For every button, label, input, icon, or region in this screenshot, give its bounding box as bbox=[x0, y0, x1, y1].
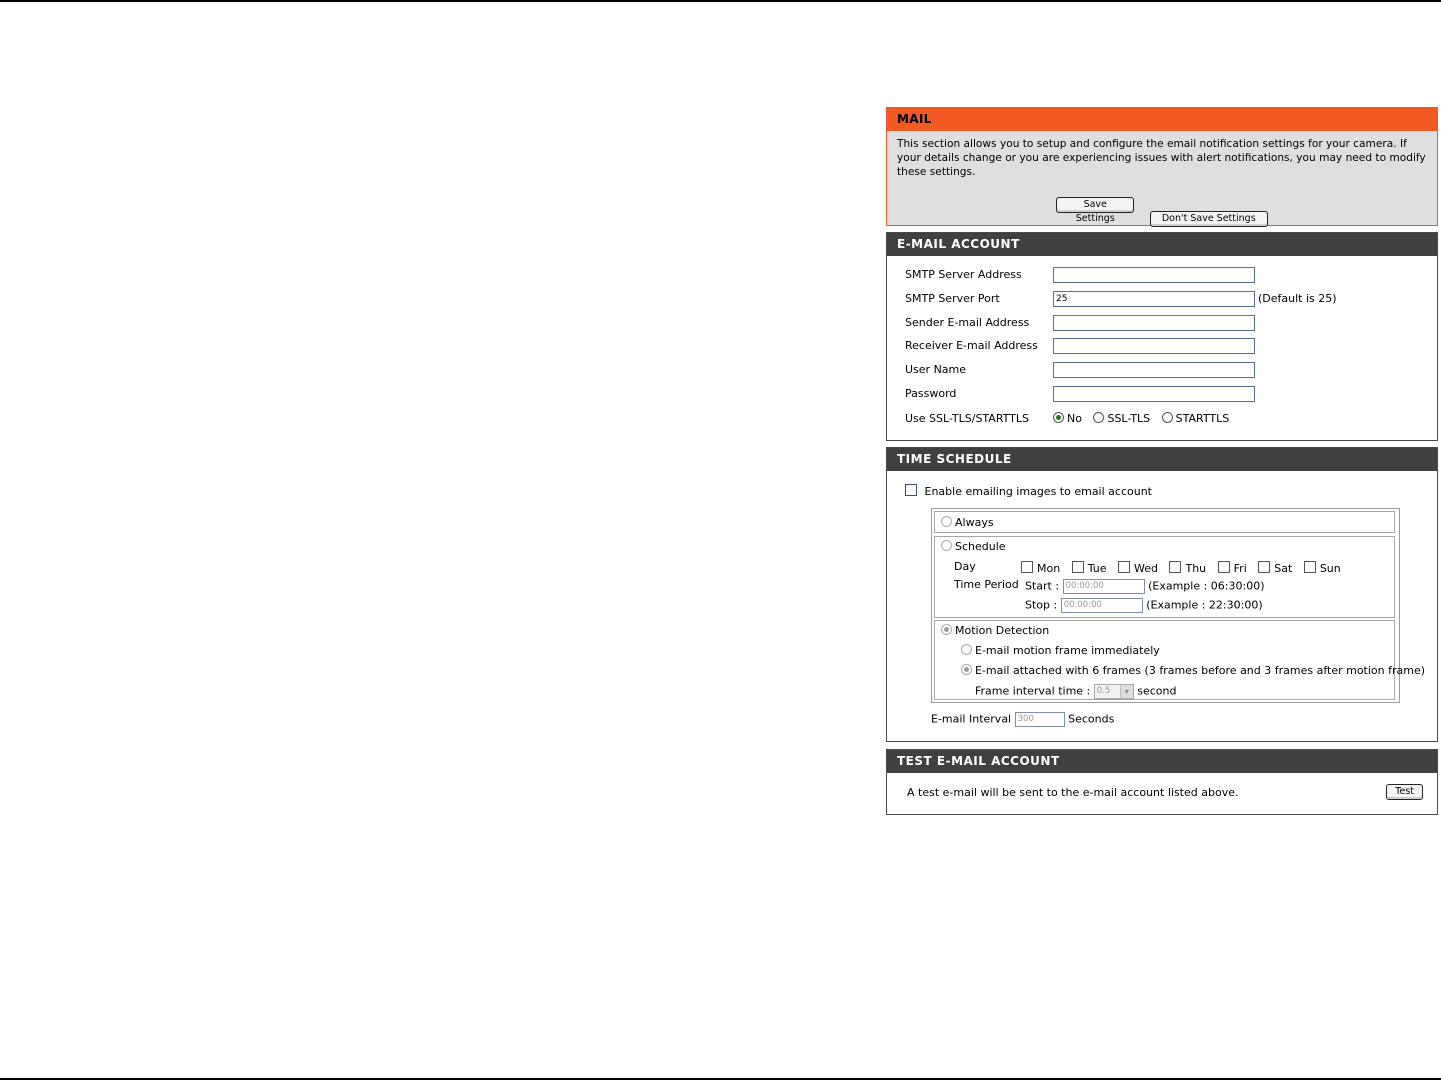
motion-detection-label: Motion Detection bbox=[955, 624, 1050, 637]
day-checkboxes bbox=[1021, 561, 1349, 575]
receiver-email-input[interactable] bbox=[1053, 338, 1255, 354]
test-email-message: A test e-mail will be sent to the e-mail account listed above. bbox=[907, 786, 1239, 799]
time-schedule-title: TIME SCHEDULE bbox=[887, 448, 1437, 471]
motion-immediate-radio[interactable] bbox=[961, 644, 972, 655]
day-sun[interactable]: Sun bbox=[1304, 561, 1341, 575]
start-time-input[interactable]: 00:00:00 bbox=[1063, 579, 1145, 594]
field-label: SMTP Server Address bbox=[905, 268, 1022, 281]
day-checkbox[interactable] bbox=[1304, 561, 1316, 573]
stop-row bbox=[1025, 598, 1263, 613]
save-settings-button[interactable]: Save Settings bbox=[1056, 197, 1134, 213]
test-button[interactable]: Test bbox=[1386, 784, 1423, 800]
smtp-server-address-input[interactable] bbox=[1053, 267, 1255, 283]
radio-selected-icon[interactable] bbox=[1053, 412, 1064, 423]
motion-detection-radio[interactable] bbox=[941, 624, 952, 635]
schedule-radio[interactable] bbox=[941, 540, 952, 551]
field-label: User Name bbox=[905, 363, 967, 376]
sender-email-input[interactable] bbox=[1053, 315, 1255, 331]
day-checkbox[interactable] bbox=[1072, 561, 1084, 573]
motion-six-frames-radio[interactable] bbox=[961, 664, 972, 675]
chevron-down-icon[interactable]: ▾ bbox=[1120, 685, 1133, 698]
smtp-port-hint: (Default is 25) bbox=[1258, 292, 1337, 305]
test-email-panel bbox=[886, 749, 1438, 815]
always-radio[interactable] bbox=[941, 516, 952, 527]
start-row bbox=[1025, 579, 1265, 594]
time-period-label: Time Period bbox=[954, 578, 1019, 591]
mail-button-row bbox=[887, 197, 1437, 227]
radio-icon[interactable] bbox=[1093, 412, 1104, 423]
mail-title: MAIL bbox=[887, 108, 1437, 131]
sender-email-row bbox=[905, 314, 1425, 332]
smtp-server-port-row bbox=[905, 290, 1425, 308]
schedule-options-box bbox=[931, 508, 1426, 703]
enable-emailing-checkbox[interactable] bbox=[905, 484, 917, 496]
mail-description: This section allows you to setup and configure the email notification settings for your camera. If your details change or you are experiencing issues with alert notifications, you may need to modify these settings. bbox=[897, 138, 1426, 178]
day-thu[interactable]: Thu bbox=[1169, 561, 1206, 575]
enable-emailing-row bbox=[905, 484, 1152, 498]
day-checkbox[interactable] bbox=[1021, 561, 1033, 573]
field-label: Password bbox=[905, 387, 957, 400]
stop-label: Stop : bbox=[1025, 598, 1058, 612]
ssl-options bbox=[1053, 410, 1237, 428]
password-row bbox=[905, 385, 1425, 403]
dont-save-settings-button[interactable]: Don't Save Settings bbox=[1150, 211, 1268, 227]
schedule-label: Schedule bbox=[955, 540, 1006, 553]
smtp-server-address-row bbox=[905, 266, 1425, 284]
ssl-option-no[interactable]: No bbox=[1053, 412, 1082, 425]
frame-interval-label: Frame interval time : bbox=[975, 684, 1091, 698]
email-account-title: E-MAIL ACCOUNT bbox=[887, 233, 1437, 256]
bottom-rule bbox=[0, 1078, 1441, 1080]
day-sat[interactable]: Sat bbox=[1258, 561, 1292, 575]
time-schedule-panel bbox=[886, 447, 1438, 742]
frame-interval-select[interactable]: 0.5 ▾ bbox=[1094, 684, 1134, 699]
ssl-option-ssl-tls[interactable]: SSL-TLS bbox=[1093, 412, 1150, 425]
stop-time-input[interactable]: 00:00:00 bbox=[1061, 598, 1143, 613]
frame-interval-row bbox=[975, 684, 1177, 699]
field-label: SMTP Server Port bbox=[905, 292, 1000, 305]
email-interval-input[interactable]: 300 bbox=[1015, 712, 1065, 727]
stop-example: (Example : 22:30:00) bbox=[1146, 598, 1263, 612]
ssl-option-starttls[interactable]: STARTTLS bbox=[1162, 412, 1230, 425]
day-fri[interactable]: Fri bbox=[1218, 561, 1247, 575]
schedule-row bbox=[934, 536, 1395, 618]
receiver-email-row bbox=[905, 337, 1425, 355]
day-checkbox[interactable] bbox=[1258, 561, 1270, 573]
always-row bbox=[934, 511, 1395, 533]
user-name-input[interactable] bbox=[1053, 362, 1255, 378]
motion-immediate-label: E-mail motion frame immediately bbox=[975, 644, 1160, 657]
email-interval-unit: Seconds bbox=[1068, 712, 1115, 726]
password-input[interactable] bbox=[1053, 386, 1255, 402]
frame-interval-unit: second bbox=[1137, 684, 1177, 698]
day-tue[interactable]: Tue bbox=[1072, 561, 1107, 575]
day-checkbox[interactable] bbox=[1118, 561, 1130, 573]
email-account-panel bbox=[886, 232, 1438, 441]
day-label: Day bbox=[954, 560, 976, 573]
motion-six-frames-label: E-mail attached with 6 frames (3 frames before and 3 frames after motion frame) bbox=[975, 664, 1426, 677]
day-checkbox[interactable] bbox=[1218, 561, 1230, 573]
start-label: Start : bbox=[1025, 579, 1060, 593]
email-interval-row bbox=[931, 712, 1114, 727]
ssl-label: Use SSL-TLS/STARTTLS bbox=[905, 412, 1030, 425]
smtp-server-port-input[interactable]: 25 bbox=[1053, 291, 1255, 307]
always-label: Always bbox=[955, 516, 994, 529]
radio-icon[interactable] bbox=[1162, 412, 1173, 423]
day-wed[interactable]: Wed bbox=[1118, 561, 1158, 575]
mail-panel bbox=[886, 107, 1438, 226]
user-name-row bbox=[905, 361, 1425, 379]
start-example: (Example : 06:30:00) bbox=[1148, 579, 1265, 593]
top-rule bbox=[0, 0, 1441, 2]
test-email-title: TEST E-MAIL ACCOUNT bbox=[887, 750, 1437, 773]
motion-detection-row bbox=[934, 620, 1426, 700]
email-interval-label: E-mail Interval bbox=[931, 712, 1012, 726]
enable-emailing-label: Enable emailing images to email account bbox=[924, 485, 1152, 498]
day-mon[interactable]: Mon bbox=[1021, 561, 1060, 575]
ssl-row bbox=[905, 410, 1425, 428]
field-label: Receiver E-mail Address bbox=[905, 339, 1038, 352]
day-checkbox[interactable] bbox=[1169, 561, 1181, 573]
field-label: Sender E-mail Address bbox=[905, 316, 1030, 329]
